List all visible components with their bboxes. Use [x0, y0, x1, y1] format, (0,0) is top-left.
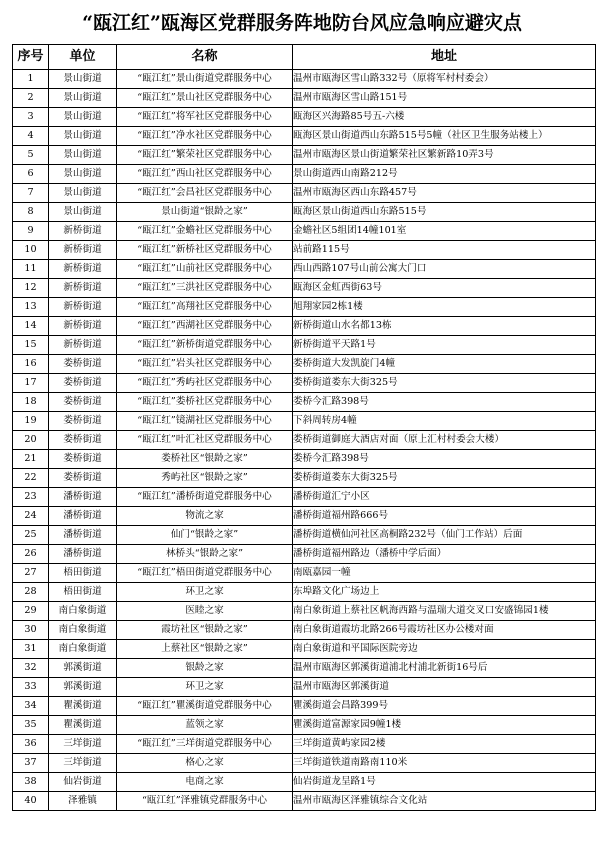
- cell-no: 15: [13, 336, 49, 355]
- cell-name: “瓯江红”高翔社区党群服务中心: [117, 298, 293, 317]
- cell-address: 东埠路文化广场边上: [293, 583, 596, 602]
- cell-address: 潘桥街道福州路666号: [293, 507, 596, 526]
- page-title: “瓯江红”瓯海区党群服务阵地防台风应急响应避灾点: [82, 12, 522, 34]
- cell-unit: 潘桥街道: [49, 507, 117, 526]
- table-row: [13, 298, 596, 317]
- cell-name: 景山街道“银龄之家”: [117, 203, 293, 222]
- cell-address: 温州市瓯海区郭溪街道浦北村浦北新街16号后: [293, 659, 596, 678]
- cell-no: 3: [13, 108, 49, 127]
- cell-no: 11: [13, 260, 49, 279]
- cell-unit: 景山街道: [49, 127, 117, 146]
- cell-unit: 新桥街道: [49, 241, 117, 260]
- cell-unit: 新桥街道: [49, 298, 117, 317]
- table-row: [13, 374, 596, 393]
- cell-unit: 潘桥街道: [49, 488, 117, 507]
- cell-no: 4: [13, 127, 49, 146]
- cell-name: 秀屿社区“银龄之家”: [117, 469, 293, 488]
- cell-address: 瓯海区兴海路85号五-六楼: [293, 108, 596, 127]
- cell-address: 温州市瓯海区郭溪街道: [293, 678, 596, 697]
- cell-address: 温州市瓯海区雪山路332号（原将军村村委会）: [293, 70, 596, 89]
- cell-unit: 景山街道: [49, 146, 117, 165]
- table-row: [13, 659, 596, 678]
- cell-address: 景山街道西山南路212号: [293, 165, 596, 184]
- cell-name: “瓯江红”新桥街道党群服务中心: [117, 336, 293, 355]
- cell-no: 25: [13, 526, 49, 545]
- cell-no: 31: [13, 640, 49, 659]
- table-row: [13, 488, 596, 507]
- cell-no: 18: [13, 393, 49, 412]
- cell-name: “瓯江红”梧田街道党群服务中心: [117, 564, 293, 583]
- cell-unit: 景山街道: [49, 203, 117, 222]
- cell-address: 娄桥街道御庭大酒店对面（原上汇村村委会大楼）: [293, 431, 596, 450]
- cell-no: 2: [13, 89, 49, 108]
- table-row: [13, 165, 596, 184]
- cell-no: 1: [13, 70, 49, 89]
- cell-unit: 景山街道: [49, 184, 117, 203]
- cell-unit: 景山街道: [49, 165, 117, 184]
- table-row: [13, 583, 596, 602]
- cell-address: 潘桥街道福州路边（潘桥中学后面）: [293, 545, 596, 564]
- cell-no: 17: [13, 374, 49, 393]
- cell-address: 娄桥街道娄东大街325号: [293, 374, 596, 393]
- cell-name: “瓯江红”叶汇社区党群服务中心: [117, 431, 293, 450]
- table-row: [13, 393, 596, 412]
- cell-no: 22: [13, 469, 49, 488]
- cell-address: 温州市瓯海区景山街道繁荣社区繁新路10弄3号: [293, 146, 596, 165]
- cell-address: 瓯海区景山街道西山东路515号: [293, 203, 596, 222]
- cell-name: “瓯江红”山前社区党群服务中心: [117, 260, 293, 279]
- table-row: [13, 526, 596, 545]
- table-row: [13, 564, 596, 583]
- table-row: [13, 697, 596, 716]
- cell-name: 医睦之家: [117, 602, 293, 621]
- cell-name: 格心之家: [117, 754, 293, 773]
- cell-name: “瓯江红”净水社区党群服务中心: [117, 127, 293, 146]
- cell-unit: 新桥街道: [49, 222, 117, 241]
- table-row: [13, 773, 596, 792]
- cell-name: “瓯江红”泽雅镇党群服务中心: [117, 792, 293, 811]
- cell-name: 环卫之家: [117, 583, 293, 602]
- cell-address: 瞿溪街道会昌路399号: [293, 697, 596, 716]
- cell-no: 23: [13, 488, 49, 507]
- cell-address: 新桥街道平天路1号: [293, 336, 596, 355]
- cell-name: 银龄之家: [117, 659, 293, 678]
- table-row: [13, 203, 596, 222]
- cell-address: 三垟街道黄屿家园2楼: [293, 735, 596, 754]
- cell-unit: 仙岩街道: [49, 773, 117, 792]
- cell-no: 20: [13, 431, 49, 450]
- cell-no: 38: [13, 773, 49, 792]
- cell-unit: 娄桥街道: [49, 412, 117, 431]
- cell-no: 27: [13, 564, 49, 583]
- cell-no: 24: [13, 507, 49, 526]
- cell-address: 金蟾社区5组团14幢101室: [293, 222, 596, 241]
- cell-no: 6: [13, 165, 49, 184]
- cell-no: 29: [13, 602, 49, 621]
- cell-unit: 新桥街道: [49, 279, 117, 298]
- cell-no: 12: [13, 279, 49, 298]
- table-row: [13, 450, 596, 469]
- table-row: [13, 70, 596, 89]
- cell-name: 蓝领之家: [117, 716, 293, 735]
- cell-address: 温州市瓯海区雪山路151号: [293, 89, 596, 108]
- table-row: [13, 127, 596, 146]
- cell-unit: 瞿溪街道: [49, 716, 117, 735]
- cell-no: 19: [13, 412, 49, 431]
- cell-name: “瓯江红”新桥社区党群服务中心: [117, 241, 293, 260]
- cell-address: 仙岩街道龙呈路1号: [293, 773, 596, 792]
- cell-no: 14: [13, 317, 49, 336]
- cell-name: “瓯江红”西湖社区党群服务中心: [117, 317, 293, 336]
- cell-name: “瓯江红”景山街道党群服务中心: [117, 70, 293, 89]
- cell-address: 娄桥街道娄东大街325号: [293, 469, 596, 488]
- cell-no: 32: [13, 659, 49, 678]
- table-row: [13, 754, 596, 773]
- cell-name: “瓯江红”三洪社区党群服务中心: [117, 279, 293, 298]
- cell-address: 南白象街道上蔡社区帆海西路与温瑞大道交叉口安盛锦园1楼: [293, 602, 596, 621]
- table-row: [13, 260, 596, 279]
- header-address: 地址: [293, 45, 596, 70]
- cell-no: 28: [13, 583, 49, 602]
- cell-unit: 潘桥街道: [49, 526, 117, 545]
- table-row: [13, 545, 596, 564]
- table-row: [13, 222, 596, 241]
- table-row: [13, 336, 596, 355]
- table-header-row: [13, 45, 596, 70]
- table-row: [13, 621, 596, 640]
- cell-address: 温州市瓯海区泽雅镇综合文化站: [293, 792, 596, 811]
- cell-unit: 梧田街道: [49, 564, 117, 583]
- cell-address: 三垟街道铁道南路南110米: [293, 754, 596, 773]
- table-row: [13, 431, 596, 450]
- cell-name: “瓯江红”西山社区党群服务中心: [117, 165, 293, 184]
- cell-name: 仙门“银龄之家”: [117, 526, 293, 545]
- cell-unit: 瞿溪街道: [49, 697, 117, 716]
- table-row: [13, 507, 596, 526]
- table-row: [13, 412, 596, 431]
- table-row: [13, 716, 596, 735]
- table-row: [13, 184, 596, 203]
- cell-address: 站前路115号: [293, 241, 596, 260]
- cell-name: “瓯江红”娄桥社区党群服务中心: [117, 393, 293, 412]
- cell-unit: 娄桥街道: [49, 393, 117, 412]
- cell-no: 5: [13, 146, 49, 165]
- table-row: [13, 108, 596, 127]
- cell-name: 娄桥社区“银龄之家”: [117, 450, 293, 469]
- cell-unit: 新桥街道: [49, 260, 117, 279]
- cell-name: 霞坊社区“银龄之家”: [117, 621, 293, 640]
- cell-unit: 南白象街道: [49, 640, 117, 659]
- cell-unit: 景山街道: [49, 89, 117, 108]
- cell-unit: 新桥街道: [49, 317, 117, 336]
- cell-name: 电商之家: [117, 773, 293, 792]
- cell-unit: 三垟街道: [49, 754, 117, 773]
- cell-name: “瓯江红”瞿溪街道党群服务中心: [117, 697, 293, 716]
- cell-name: “瓯江红”秀屿社区党群服务中心: [117, 374, 293, 393]
- cell-address: 温州市瓯海区西山东路457号: [293, 184, 596, 203]
- table-row: [13, 640, 596, 659]
- cell-unit: 娄桥街道: [49, 431, 117, 450]
- cell-unit: 梧田街道: [49, 583, 117, 602]
- cell-no: 34: [13, 697, 49, 716]
- cell-unit: 景山街道: [49, 108, 117, 127]
- cell-unit: 娄桥街道: [49, 355, 117, 374]
- cell-name: “瓯江红”将军社区党群服务中心: [117, 108, 293, 127]
- cell-unit: 娄桥街道: [49, 374, 117, 393]
- cell-name: “瓯江红”会昌社区党群服务中心: [117, 184, 293, 203]
- table-body: [13, 70, 596, 811]
- cell-unit: 郭溪街道: [49, 678, 117, 697]
- cell-name: “瓯江红”景山社区党群服务中心: [117, 89, 293, 108]
- cell-address: 南白象街道霞坊北路266号霞坊社区办公楼对面: [293, 621, 596, 640]
- table-row: [13, 602, 596, 621]
- cell-address: 瓯海区金虹西街63号: [293, 279, 596, 298]
- cell-no: 9: [13, 222, 49, 241]
- cell-address: 下斜周转房4幢: [293, 412, 596, 431]
- cell-no: 30: [13, 621, 49, 640]
- cell-unit: 南白象街道: [49, 621, 117, 640]
- table-row: [13, 279, 596, 298]
- cell-unit: 娄桥街道: [49, 450, 117, 469]
- cell-no: 40: [13, 792, 49, 811]
- cell-name: 林桥头“银龄之家”: [117, 545, 293, 564]
- cell-unit: 新桥街道: [49, 336, 117, 355]
- cell-address: 南白象街道和平国际医院旁边: [293, 640, 596, 659]
- header-unit: 单位: [49, 45, 117, 70]
- table-row: [13, 735, 596, 754]
- cell-name: “瓯江红”潘桥街道党群服务中心: [117, 488, 293, 507]
- cell-unit: 郭溪街道: [49, 659, 117, 678]
- cell-unit: 泽雅镇: [49, 792, 117, 811]
- cell-no: 26: [13, 545, 49, 564]
- cell-no: 36: [13, 735, 49, 754]
- table-row: [13, 241, 596, 260]
- header-name: 名称: [117, 45, 293, 70]
- cell-unit: 南白象街道: [49, 602, 117, 621]
- cell-no: 8: [13, 203, 49, 222]
- cell-no: 33: [13, 678, 49, 697]
- cell-unit: 三垟街道: [49, 735, 117, 754]
- table-row: [13, 89, 596, 108]
- cell-address: 潘桥街道横仙河社区高桐路232号（仙门工作站）后面: [293, 526, 596, 545]
- cell-address: 娄桥街道大发凯旋门4幢: [293, 355, 596, 374]
- cell-no: 35: [13, 716, 49, 735]
- table-row: [13, 678, 596, 697]
- cell-no: 21: [13, 450, 49, 469]
- cell-name: “瓯江红”三垟街道党群服务中心: [117, 735, 293, 754]
- cell-name: 上蔡社区“银龄之家”: [117, 640, 293, 659]
- cell-address: 娄桥今汇路398号: [293, 450, 596, 469]
- cell-no: 37: [13, 754, 49, 773]
- cell-no: 7: [13, 184, 49, 203]
- cell-name: “瓯江红”岩头社区党群服务中心: [117, 355, 293, 374]
- shelter-table: [12, 44, 596, 811]
- cell-address: 潘桥街道汇宁小区: [293, 488, 596, 507]
- cell-unit: 娄桥街道: [49, 469, 117, 488]
- table-row: [13, 317, 596, 336]
- cell-no: 10: [13, 241, 49, 260]
- cell-address: 娄桥今汇路398号: [293, 393, 596, 412]
- cell-name: 物流之家: [117, 507, 293, 526]
- cell-name: 环卫之家: [117, 678, 293, 697]
- cell-unit: 景山街道: [49, 70, 117, 89]
- table-row: [13, 355, 596, 374]
- cell-name: “瓯江红”繁荣社区党群服务中心: [117, 146, 293, 165]
- table-row: [13, 469, 596, 488]
- cell-address: 旭翔家园2栋1楼: [293, 298, 596, 317]
- table-row: [13, 792, 596, 811]
- cell-address: 西山西路107号山前公寓大门口: [293, 260, 596, 279]
- cell-address: 新桥街道山水名都13栋: [293, 317, 596, 336]
- cell-address: 瞿溪街道富源家园9幢1楼: [293, 716, 596, 735]
- cell-address: 南瓯嘉园一幢: [293, 564, 596, 583]
- cell-no: 16: [13, 355, 49, 374]
- cell-name: “瓯江红”金蟾社区党群服务中心: [117, 222, 293, 241]
- cell-no: 13: [13, 298, 49, 317]
- cell-address: 瓯海区景山街道西山东路515号5幢（社区卫生服务站楼上）: [293, 127, 596, 146]
- table-row: [13, 146, 596, 165]
- header-no: 序号: [13, 45, 49, 70]
- cell-unit: 潘桥街道: [49, 545, 117, 564]
- cell-name: “瓯江红”镜湖社区党群服务中心: [117, 412, 293, 431]
